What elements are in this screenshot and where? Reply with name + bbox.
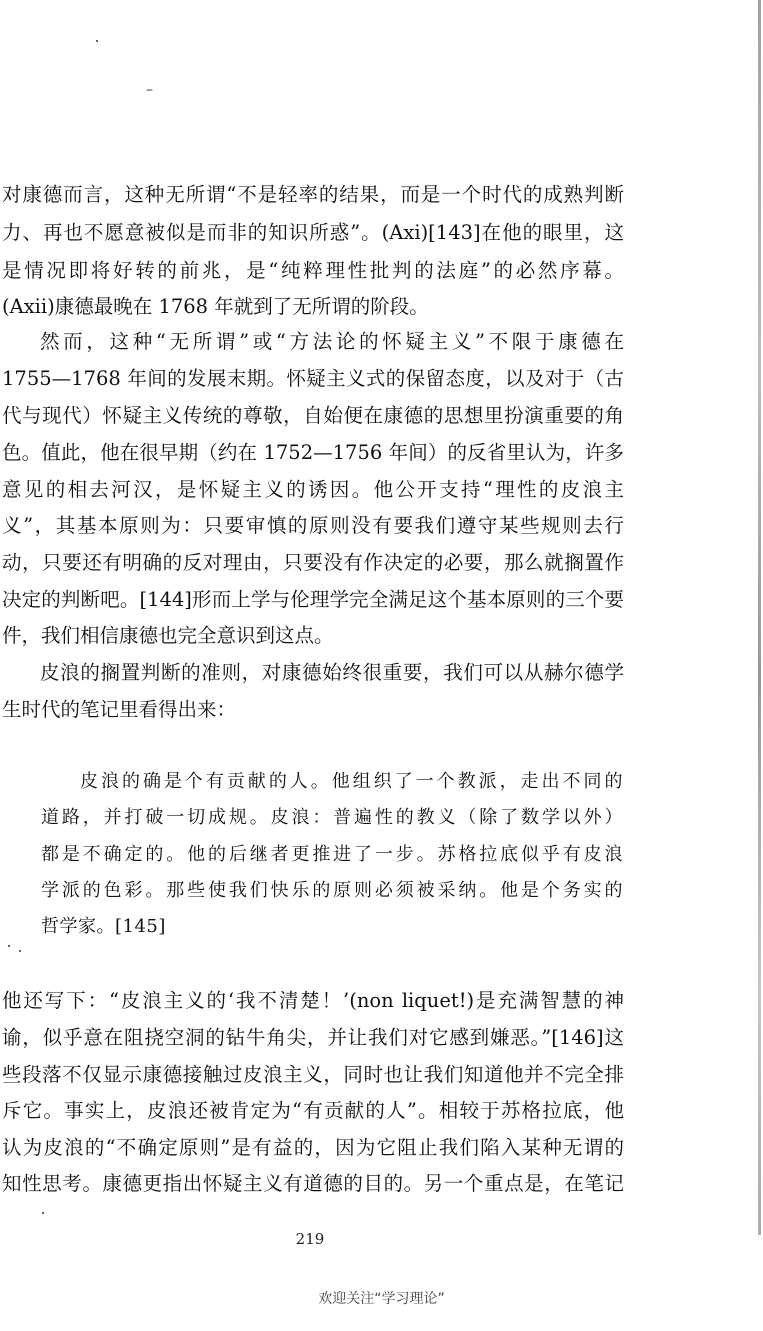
text-line: 他还写下：“皮浪主义的‘我不清楚！’(non liquet!)是充满智慧的神	[2, 989, 624, 1012]
text-line: 然而，这种“无所谓”或“方法论的怀疑主义”不限于康德在	[40, 330, 624, 353]
text-line: 意见的相去河汉，是怀疑主义的诱因。他公开支持“理性的皮浪主	[2, 478, 624, 501]
text-line: 些段落不仅显示康德接触过皮浪主义，同时也让我们知道他并不完全排	[2, 1063, 624, 1086]
quote-line: 哲学家。[145]	[41, 916, 166, 937]
scan-edge-shadow	[758, 0, 761, 1235]
quote-line: 皮浪的确是个有贡献的人。他组织了一个教派，走出不同的	[80, 771, 623, 792]
text-line: 对康德而言，这种无所谓“不是轻率的结果，而是一个时代的成熟判断	[2, 183, 624, 206]
text-line: 代与现代）怀疑主义传统的尊敬，自始便在康德的思想里扮演重要的角	[2, 404, 624, 427]
text-line: 认为皮浪的“不确定原则”是有益的，因为它阻止我们陷入某种无谓的	[2, 1136, 624, 1159]
scan-speck	[8, 945, 10, 947]
text-line: 谕，似乎意在阻挠空洞的钻牛角尖，并让我们对它感到嫌恶。”[146]这	[2, 1026, 624, 1049]
text-line: 力、再也不愿意被似是而非的知识所惑”。(Axi)[143]在他的眼里，这	[2, 221, 624, 244]
quote-line: 道路，并打破一切成规。皮浪：普遍性的教义（除了数学以外）	[41, 807, 623, 828]
text-line: 1755—1768 年间的发展末期。怀疑主义式的保留态度，以及对于（古	[2, 367, 624, 390]
footer-note: 欢迎关注“学习理论”	[318, 1291, 445, 1307]
text-line: 斥它。事实上，皮浪还被肯定为“有贡献的人”。相较于苏格拉底，他	[2, 1099, 624, 1122]
scan-speck	[42, 1212, 44, 1214]
text-line: 件，我们相信康德也完全意识到这点。	[2, 624, 334, 647]
quote-line: 学派的色彩。那些使我们快乐的原则必须被采纳。他是个务实的	[41, 880, 623, 901]
text-line: 动，只要还有明确的反对理由，只要没有作决定的必要，那么就搁置作	[2, 551, 624, 574]
scan-speck	[96, 40, 98, 42]
text-line: 色。值此，他在很早期（约在 1752—1756 年间）的反省里认为，许多	[2, 441, 624, 464]
quote-line: 都是不确定的。他的后继者更推进了一步。苏格拉底似乎有皮浪	[41, 844, 623, 865]
text-line: 决定的判断吧。[144]形而上学与伦理学完全满足这个基本原则的三个要	[2, 588, 624, 611]
text-line: 是情况即将好转的前兆，是“纯粹理性批判的法庭”的必然序幕。	[2, 259, 624, 282]
text-line: 生时代的笔记里看得出来：	[2, 698, 237, 721]
text-line: (Axii)康德最晚在 1768 年就到了无所谓的阶段。	[2, 295, 429, 318]
text-line: 知性思考。康德更指出怀疑主义有道德的目的。另一个重点是，在笔记	[2, 1172, 624, 1195]
scan-mark: –	[146, 82, 153, 98]
text-line: 皮浪的搁置判断的准则，对康德始终很重要，我们可以从赫尔德学	[40, 661, 624, 684]
text-line: 义”，其基本原则为：只要审慎的原则没有要我们遵守某些规则去行	[2, 514, 624, 537]
scan-speck	[19, 950, 21, 952]
page-number: 219	[295, 1230, 325, 1248]
